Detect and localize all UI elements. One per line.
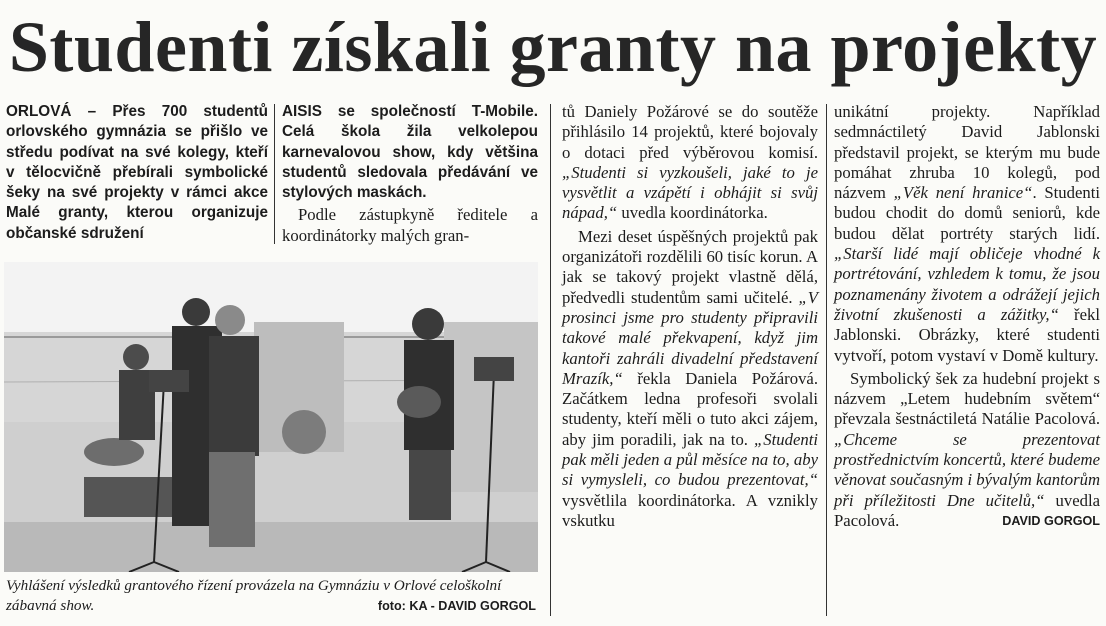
lead-paragraph bbox=[6, 102, 268, 244]
text-run: řekl Jablonski. Obrázky, které studenti vytvoří, potom vystaví v Domě kultury. bbox=[834, 304, 1100, 365]
article-column-2 bbox=[282, 102, 538, 246]
body-paragraph bbox=[562, 227, 818, 531]
photo-illustration bbox=[4, 262, 538, 572]
stage-performance-photo bbox=[4, 262, 538, 572]
body-paragraph bbox=[834, 102, 1100, 366]
headline: Studenti získali granty na projekty bbox=[8, 7, 1098, 87]
quote: „V prosinci jsme pro studenty připravili takové malé překvapení, když jim kantoři zahráli divadelní představení Mrazík,“ bbox=[562, 287, 818, 388]
text-run: řekla Daniela Požárová. Začátkem ledna profesoři svolali studenty, kteří měli o tuto akci zájem, aby jim poradili, jak na to. bbox=[562, 368, 818, 449]
text-run: uvedla koordinátorka. bbox=[617, 203, 768, 223]
article-column-1 bbox=[6, 102, 268, 244]
quote: „Věk není hranice“ bbox=[893, 183, 1033, 203]
text-run: uvedla Pacolová. bbox=[834, 490, 1100, 530]
body-paragraph bbox=[834, 369, 1100, 531]
column-divider bbox=[550, 104, 551, 616]
body-paragraph: Podle zástupkyně ředitele a koordinátorky malých gran- bbox=[282, 205, 538, 245]
dateline: ORLOVÁ – bbox=[6, 103, 97, 120]
text-run: unikátní projekty. Například sedmnáctiletý David Jablonski představil projekt, se kterým mu bude pomáhat zhruba 10 kolegů, pod názvem bbox=[834, 102, 1100, 203]
lead-text: Přes 700 studentů orlovského gymnázia se přišlo ve středu podívat na své kolegy, kteří v tělocvičně přebírali symbolické šeky na své projekty v rámci akce Malé granty, kterou organizuje občanské sdružení bbox=[6, 103, 268, 242]
text-run: . Studenti budou chodit do domů seniorů, kde budou dělat portréty starých lidí. bbox=[834, 183, 1101, 243]
caption-text: Vyhlášení výsledků grantového řízení provázela na Gymnáziu v Orlové celoškolní zábavná show. bbox=[6, 577, 502, 614]
text-run: vysvětlila koordinátorka. A vznikly vskutku bbox=[562, 490, 818, 530]
byline: DAVID GORGOL bbox=[1002, 513, 1100, 528]
quote: „Starší lidé mají obličeje vhodné k portrétování, vzhledem k tomu, že jsou poznamenány životem a odrážejí jejich životní zkušenosti a zážitky,“ bbox=[834, 244, 1100, 324]
text-run: tů Daniely Požárové se do soutěže přihlásilo 14 projektů, které bojovaly o dotaci před výběrovou komisí. bbox=[562, 102, 818, 162]
quote: „Chceme se prezentovat prostřednictvím koncertů, které budeme věnovat současným i bývalým kantorům při příležitosti Dne učitelů,“ bbox=[834, 429, 1100, 510]
photo-caption bbox=[6, 576, 536, 616]
text-run: Mezi deset úspěšných projektů pak organizátoři rozdělili 60 tisíc korun. A jak se takový projekt vlastně dělá, předvedli studentům sami učitelé. bbox=[562, 226, 818, 307]
photo-credit: foto: KA - DAVID GORGOL bbox=[377, 599, 536, 613]
body-paragraph bbox=[562, 102, 818, 224]
quote: „Studenti si vyzkoušeli, jaké to je vysvětlit a vzápětí i obhájit si svůj nápad,“ bbox=[562, 162, 818, 223]
column-divider bbox=[274, 104, 275, 244]
text-run: Symbolický šek za hudební projekt s názvem „Letem hudebním světem“ převzala šestnáctiletá Natálie Pacolová. bbox=[834, 368, 1100, 429]
quote: „Studenti pak měli jeden a půl měsíce na to, aby si vymysleli, co budou prezentovat,“ bbox=[562, 429, 818, 490]
column-divider bbox=[826, 104, 827, 616]
lead-continuation: AISIS se společností T-Mobile. Celá škola žila velkolepou karnevalovou show, kdy většina studentů sledovala předávání ve stylových maskách. bbox=[282, 103, 538, 202]
article-column-3 bbox=[562, 102, 818, 531]
article-column-4 bbox=[834, 102, 1100, 531]
